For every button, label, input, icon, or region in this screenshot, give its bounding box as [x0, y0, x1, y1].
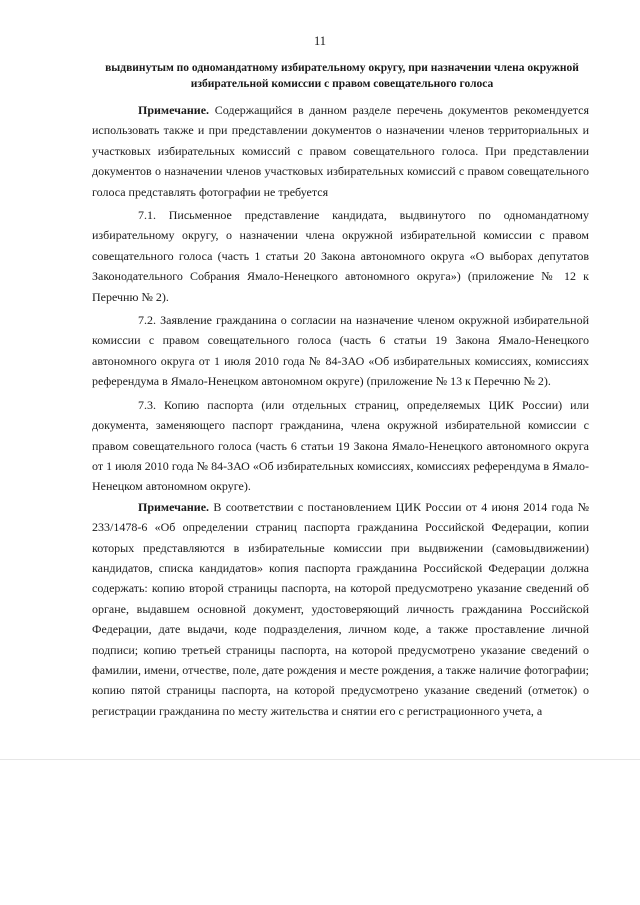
- note-text: Содержащийся в данном разделе перечень документов рекомендуется использовать также и при представлении документов о назначении членов территориальных и участковых избирательных комиссий с правом совещательного голоса. При представлении документов о назначении членов участковых избирательных комиссий с правом совещательного голоса представлять фотографии не требуется: [92, 103, 590, 199]
- item-7-1: 7.1. Письменное представление кандидата, выдвинутого по одномандатному избирательному округу, о назначении члена окружной избирательной комиссии с правом совещательного голоса (часть 1 статьи 20 Закона автономного округа «О выборах депутатов Законодательного Собрания Ямало-Ненецкого автономного округа») (приложение № 12 к Перечню № 2).: [92, 208, 589, 304]
- note-text-2: В соответствии с постановлением ЦИК России от 4 июня 2014 года № 233/1478-6 «Об определении страниц паспорта гражданина Российской Федерации, копии которых представляются в избирательные комиссии при выдвижении (самовыдвижении) кандидатов, списка кандидатов» копия паспорта гражданина Российской Федерации должна содержать: копию второй страницы паспорта, на которой предусмотрено указание сведений об органе, выдавшем основной документ, удостоверяющий личность гражданина Российской Федерации, дате выдачи, коде подразделения, личном коде, а также проставление личной подписи; копию третьей страницы паспорта, на которой предусмотрено указание сведений о фамилии, имени, отчестве, поле, дате рождения и месте рождения, а также наличие фотографии; копию пятой страницы паспорта, на которой предусмотрено указание сведений (отметок) о регистрации гражданина по месту жительства и снятии его с регистрационного учета, а: [92, 499, 590, 718]
- note-label-2: Примечание.: [138, 499, 210, 514]
- document-body: [92, 100, 589, 721]
- page-number: 11: [313, 34, 327, 48]
- note-paragraph: [92, 100, 589, 202]
- item-7-3: 7.3. Копию паспорта (или отдельных страниц, определяемых ЦИК России) или документа, заменяющего паспорт гражданина, члена окружной избирательной комиссии с правом совещательного голоса (часть 6 статьи 19 Закона Ямало-Ненецкого автономного округа от 1 июля 2010 года № 84-ЗАО «Об избирательных комиссиях, комиссиях референдума в Ямало-Ненецком автономном округе).: [92, 397, 589, 494]
- blank-area: [0, 760, 640, 905]
- note-paragraph-2: [92, 497, 589, 721]
- section-heading: выдвинутым по одномандатному избирательному округу, при назначении члена окружной избирательной комиссии с правом совещательного голоса: [105, 62, 579, 90]
- item-7-2: 7.2. Заявление гражданина о согласии на назначение членом окружной избирательной комиссии с правом совещательного голоса (часть 6 статьи 19 Закона Ямало-Ненецкого автономного округа от 1 июля 2010 года № 84-ЗАО «Об избирательных комиссиях, комиссиях референдума в Ямало-Ненецком автономном округе) (приложение № 13 к Перечню № 2).: [92, 313, 589, 389]
- note-label: Примечание.: [138, 103, 210, 117]
